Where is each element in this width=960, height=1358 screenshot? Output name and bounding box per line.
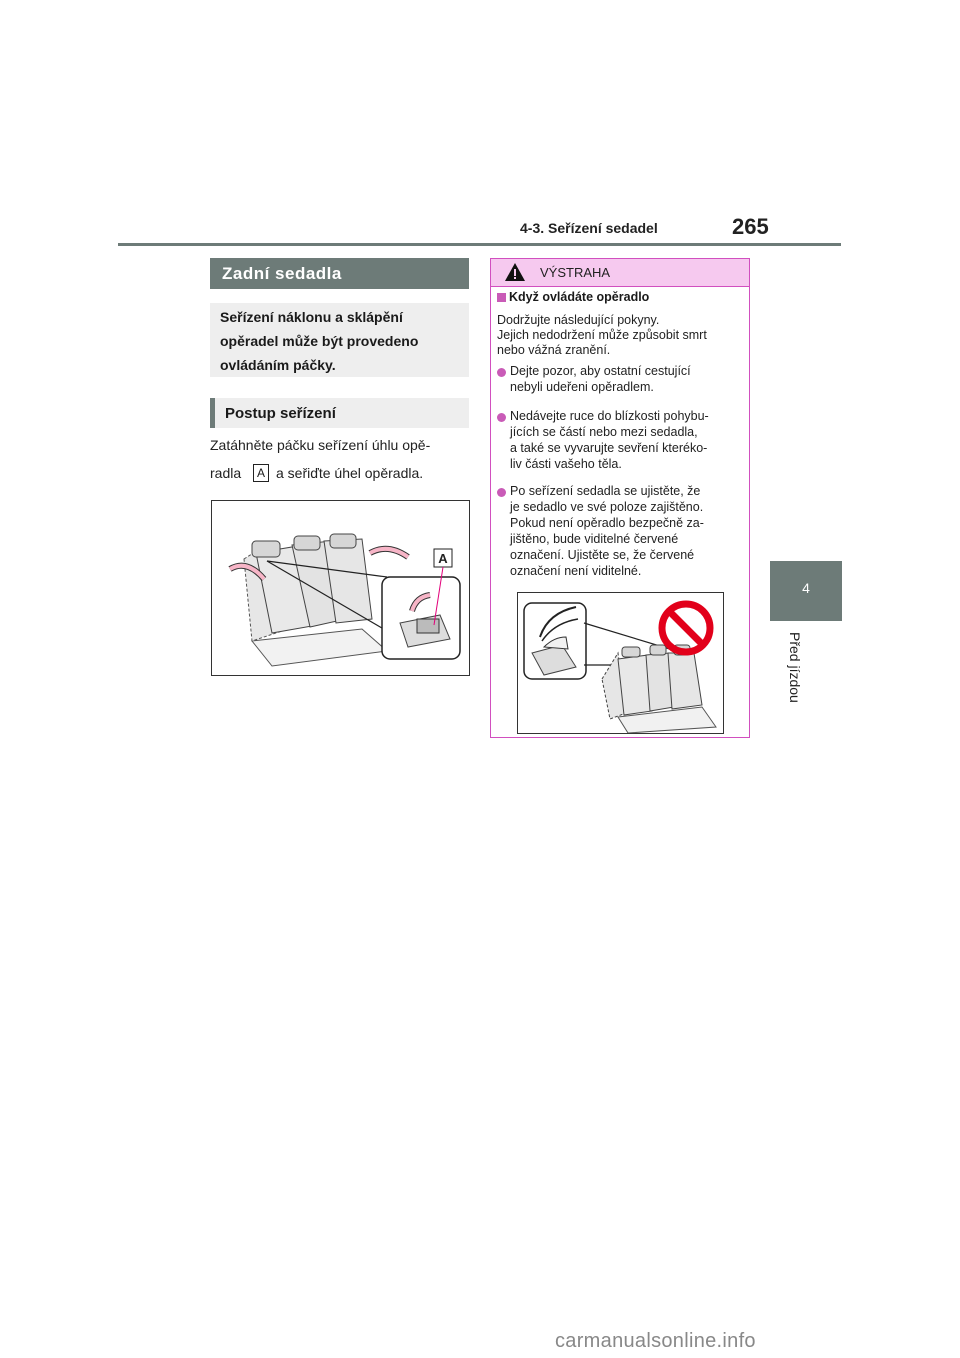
rear-seat-illustration <box>212 501 469 675</box>
warning-intro-line: Dodržujte následující pokyny. <box>497 313 660 327</box>
warning-figure <box>517 592 724 734</box>
warning-intro-line: Jejich nedodržení může způsobit smrt <box>497 328 707 342</box>
chapter-tab-number: 4 <box>802 580 810 596</box>
warning-bullet-line: označení. Ujistěte se, že červené <box>510 548 695 562</box>
bullet-dot-icon <box>497 368 506 377</box>
body-text-line: Zatáhněte páčku seřízení úhlu opě- <box>210 437 431 453</box>
warning-intro-line: nebo vážná zranění. <box>497 343 611 357</box>
warning-bullet-line: jištěno, bude viditelné červené <box>510 532 679 546</box>
rear-seat-lever-figure <box>211 500 470 676</box>
warning-bullet-line: liv části vašeho těla. <box>510 457 622 471</box>
figure-label-a: A <box>438 551 448 566</box>
warning-bullet-line: označení není viditelné. <box>510 564 642 578</box>
warning-illustration <box>518 593 723 733</box>
procedure-title: Postup seřízení <box>210 398 469 428</box>
warning-header <box>491 259 749 286</box>
warning-bullet-line: a také se vyvarujte sevření kteréko- <box>510 441 708 455</box>
warning-triangle-icon <box>504 262 526 282</box>
warning-subheading: Když ovládáte opěradlo <box>509 290 650 304</box>
watermark: carmanualsonline.info <box>555 1330 756 1352</box>
warning-bullet-line: Pokud není opěradlo bezpečně za- <box>510 516 704 530</box>
bullet-dot-icon <box>497 488 506 497</box>
warning-bullet-line: jících se částí nebo mezi sedadla, <box>510 425 698 439</box>
summary-line: ovládáním páčky. <box>220 357 336 373</box>
warning-bullet-line: Po seřízení sedadla se ujistěte, že <box>510 484 701 498</box>
body-text-line: radla <box>210 465 242 481</box>
square-bullet-icon <box>497 293 506 302</box>
bullet-dot-icon <box>497 413 506 422</box>
header-divider <box>118 243 841 246</box>
summary-box <box>210 303 469 377</box>
warning-bullet-line: Nedávejte ruce do blízkosti pohybu- <box>510 409 709 423</box>
warning-bullet-line: Dejte pozor, aby ostatní cestující <box>510 364 691 378</box>
warning-bullet-line: je sedadlo ve své poloze zajištěno. <box>510 500 704 514</box>
section-header: 4-3. Seřízení sedadel <box>520 220 658 236</box>
summary-line: opěradel může být provedeno <box>220 333 419 349</box>
warning-title: VÝSTRAHA <box>540 265 611 280</box>
warning-bullet-line: nebyli udeřeni opěradlem. <box>510 380 654 394</box>
warning-divider <box>491 286 749 287</box>
page-number: 265 <box>732 214 769 239</box>
body-text-line: a seřiďte úhel opěradla. <box>276 465 424 481</box>
chapter-tab-label: Před jízdou <box>787 632 803 703</box>
callout-label-a: A <box>253 464 269 482</box>
summary-line: Seřízení náklonu a sklápění <box>220 309 403 325</box>
section-title: Zadní sedadla <box>210 258 469 289</box>
